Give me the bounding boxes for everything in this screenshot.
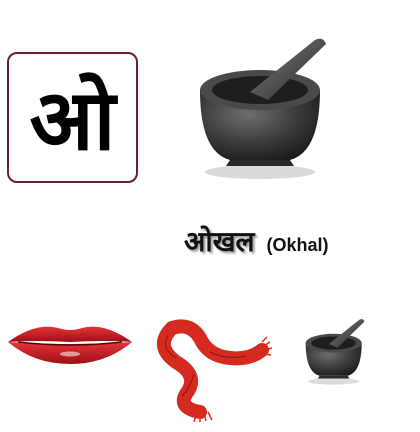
scarf-option[interactable] xyxy=(150,316,274,422)
word-row xyxy=(184,222,414,262)
word-hindi: ओखल xyxy=(184,225,255,258)
mortar-pestle-option[interactable] xyxy=(300,316,372,386)
letter-card xyxy=(7,52,138,183)
letter-o-glyph: ओ xyxy=(29,70,116,169)
word-roman: (Okhal) xyxy=(266,235,329,255)
lips-option[interactable] xyxy=(6,318,134,366)
mortar-pestle-image xyxy=(190,32,340,182)
